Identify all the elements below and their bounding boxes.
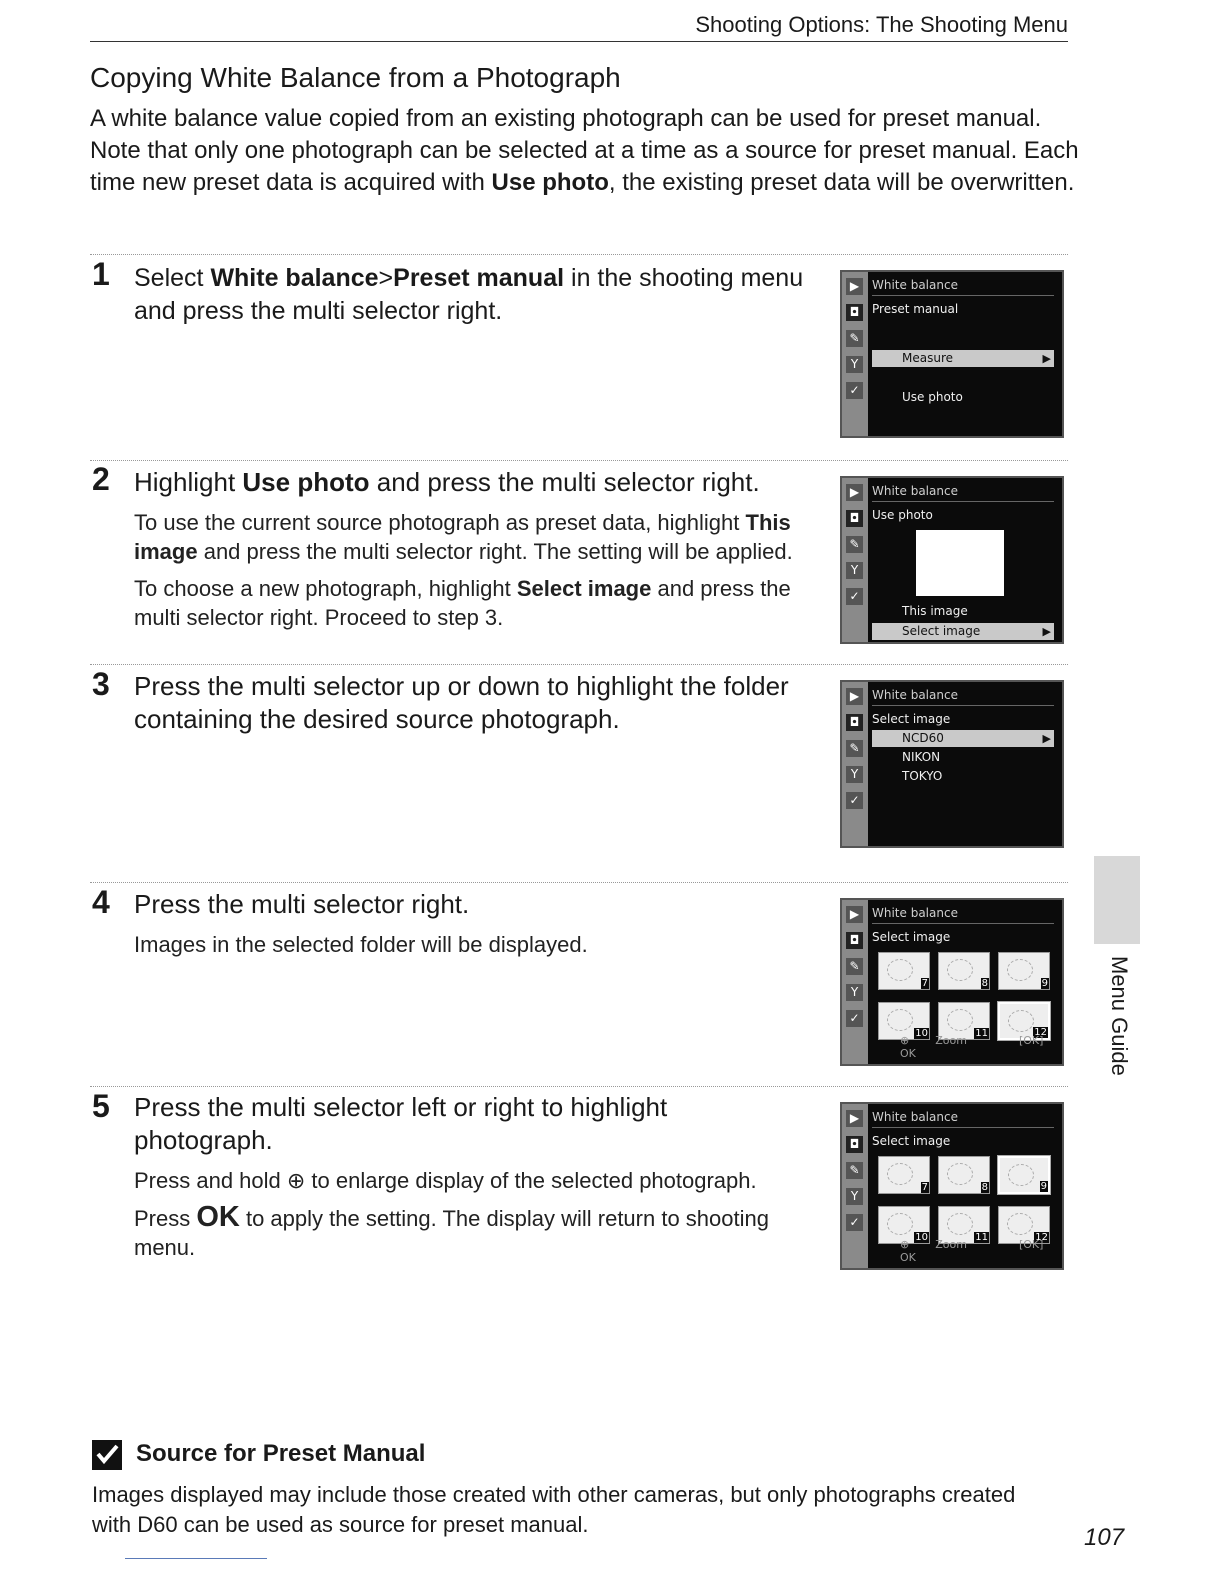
highlighted-folder (872, 730, 1054, 747)
thumbnail-sketch (947, 1009, 973, 1031)
thumbnail-number: 10 (915, 1232, 928, 1243)
step-5-para-1 (134, 1166, 814, 1195)
screen-rule (872, 705, 1054, 706)
recent-icon: ✓ (846, 1214, 863, 1231)
screen-subtitle: Select image (872, 930, 951, 944)
step-5-p1a: Press and hold (134, 1168, 287, 1193)
playback-icon: ▶ (846, 906, 863, 923)
intro-paragraph (90, 103, 1080, 199)
camera-icon: ◘ (846, 304, 863, 321)
thumbnail-number: 7 (921, 978, 928, 989)
divider (90, 254, 1068, 255)
menu-rail (842, 682, 868, 846)
hl-label: Measure (902, 351, 953, 365)
step-2-p1a: To use the current source photograph as preset data, highlight (134, 510, 746, 535)
note-body: Images displayed may include those created with other cameras, but only photographs created with D60 can be used as source for preset manual. (92, 1482, 1016, 1537)
thumbnail-number: 11 (975, 1028, 988, 1039)
menu-rail (842, 1104, 868, 1268)
thumbnail-sketch (1007, 1213, 1033, 1235)
step-1-text (134, 262, 814, 328)
ok-button-glyph: OK (196, 1201, 240, 1233)
camera-screen-4 (840, 898, 1064, 1066)
screen-subtitle: Preset manual (872, 302, 959, 316)
thumbnail-number: 12 (1034, 1027, 1047, 1038)
playback-icon: ▶ (846, 278, 863, 295)
screen-title: White balance (872, 1110, 958, 1124)
right-arrow-icon: ▶ (1042, 352, 1051, 365)
camera-screen-1 (840, 270, 1064, 438)
thumbnail-sketch (887, 1163, 913, 1185)
intro-text-2: , the existing preset data will be overwritten. (608, 169, 1075, 196)
retouch-icon: ✎ (846, 536, 863, 553)
zoom-hint (900, 1034, 993, 1047)
thumbnail-number: 9 (1040, 1181, 1047, 1192)
step-2-p1b: This image (134, 510, 791, 564)
retouch-icon: ✎ (846, 1162, 863, 1179)
highlighted-option (872, 350, 1054, 367)
step-1-number: 1 (92, 256, 110, 292)
thumbnail (938, 952, 990, 990)
source-image-preview (916, 530, 1004, 596)
setup-icon: Y (846, 356, 863, 373)
step-5-p2b: to apply the setting. The display will return to shooting menu. (134, 1206, 769, 1260)
thumbnail-number: 8 (981, 1182, 988, 1193)
step-3-number: 3 (92, 666, 110, 702)
step-2-t2: and press the multi selector right. (369, 467, 760, 497)
camera-icon: ◘ (846, 714, 863, 731)
ok-hint: [OK] OK (900, 1034, 1044, 1060)
camera-screen-2 (840, 476, 1064, 644)
screen-subtitle: Use photo (872, 508, 933, 522)
step-2-body (134, 508, 814, 640)
step-2-para-1 (134, 508, 814, 566)
retouch-icon: ✎ (846, 958, 863, 975)
menu-option: Use photo (902, 390, 963, 404)
highlighted-option (872, 623, 1054, 640)
screen-title: White balance (872, 906, 958, 920)
step-1-t1: Select (134, 264, 211, 292)
thumbnail (878, 1156, 930, 1194)
zoom-icon: ⊕ (900, 1238, 910, 1251)
setup-icon: Y (846, 562, 863, 579)
zoom-label: Zoom (935, 1034, 967, 1047)
screen-rule (872, 1127, 1054, 1128)
divider (90, 460, 1068, 461)
running-header: Shooting Options: The Shooting Menu (695, 12, 1068, 37)
screen-subtitle: Select image (872, 1134, 951, 1148)
ok-label: OK (900, 1251, 916, 1264)
menu-rail (842, 272, 868, 436)
right-arrow-icon: ▶ (1042, 625, 1051, 638)
thumbnail-sketch (947, 959, 973, 981)
step-2-p2c: and press the multi selector right. Proceed to step 3. (134, 576, 791, 630)
step-2-title (134, 466, 824, 499)
step-4-number: 4 (92, 884, 110, 920)
header-rule (90, 41, 1068, 42)
step-2-p2b: Select image (516, 576, 652, 601)
step-4-title: Press the multi selector right. (134, 889, 470, 919)
thumbnail-sketch (887, 1213, 913, 1235)
screen-title: White balance (872, 484, 958, 498)
thumbnail-sketch (1008, 1164, 1034, 1186)
step-2-para-2 (134, 574, 814, 632)
step-1-t2: > (378, 264, 394, 292)
step-2-t1: Highlight (134, 467, 243, 497)
menu-rail (842, 900, 868, 1064)
thumbnail-number: 10 (915, 1028, 928, 1039)
thumbnail (998, 952, 1050, 990)
recent-icon: ✓ (846, 1010, 863, 1027)
screen-subtitle: Select image (872, 712, 951, 726)
retouch-icon: ✎ (846, 330, 863, 347)
step-5-para-2 (134, 1203, 814, 1262)
intro-text-1: A white balance value copied from an existing photograph can be used for preset manual. Note that only one photograph can be selected at a time as a source for preset manual. Each time new preset data is acquired with (90, 105, 1079, 196)
zoom-icon: ⊕ (900, 1034, 910, 1047)
thumbnail-number: 9 (1041, 978, 1048, 989)
footer-rule (125, 1558, 267, 1559)
note-title: Source for Preset Manual (136, 1440, 426, 1467)
camera-screen-3 (840, 680, 1064, 848)
step-5-number: 5 (92, 1088, 110, 1124)
thumbnail (878, 952, 930, 990)
step-1-t3: in the shooting menu and press the multi selector right. (134, 264, 804, 325)
camera-icon: ◘ (846, 932, 863, 949)
setup-icon: Y (846, 766, 863, 783)
step-2-number: 2 (92, 461, 110, 497)
step-4-body: Images in the selected folder will be displayed. (134, 932, 588, 957)
thumbnail-number: 12 (1035, 1232, 1048, 1243)
recent-icon: ✓ (846, 382, 863, 399)
thumbnail-selected (998, 1156, 1050, 1194)
hl-label: Select image (902, 624, 981, 638)
thumbnail-sketch (947, 1163, 973, 1185)
zoom-hint (900, 1238, 993, 1251)
thumbnail-sketch (887, 1009, 913, 1031)
recent-icon: ✓ (846, 792, 863, 809)
step-5-title: Press the multi selector left or right to highlight photograph. (134, 1092, 668, 1155)
thumbnail-number: 7 (921, 1182, 928, 1193)
menu-option: This image (902, 604, 968, 618)
step-2-p1c: and press the multi selector right. The setting will be applied. (197, 539, 793, 564)
step-1-b2: Preset manual (393, 264, 565, 292)
thumbnail-number: 8 (981, 978, 988, 989)
page-number: 107 (1084, 1524, 1125, 1551)
screen-footer (900, 1238, 1062, 1264)
recent-icon: ✓ (846, 588, 863, 605)
thumbnail-sketch (1008, 1010, 1034, 1032)
section-tab-marker (1094, 856, 1140, 944)
step-5-body (134, 1166, 814, 1270)
playback-icon: ▶ (846, 1110, 863, 1127)
divider (90, 882, 1068, 883)
screen-title: White balance (872, 278, 958, 292)
thumbnail-sketch (947, 1213, 973, 1235)
screen-rule (872, 923, 1054, 924)
step-2-b1: Use photo (242, 467, 370, 497)
intro-bold: Use photo (491, 169, 609, 196)
hl-label: NCD60 (902, 731, 944, 745)
divider (90, 1086, 1068, 1087)
thumbnail-sketch (887, 959, 913, 981)
step-5-p2a: Press (134, 1206, 197, 1231)
step-2-p2a: To choose a new photograph, highlight (134, 576, 517, 601)
setup-icon: Y (846, 1188, 863, 1205)
step-1-b1: White balance (210, 264, 379, 292)
side-tab-label: Menu Guide (1107, 956, 1132, 1076)
thumbnail-number: 11 (975, 1232, 988, 1243)
screen-rule (872, 295, 1054, 296)
camera-screen-5 (840, 1102, 1064, 1270)
menu-rail (842, 478, 868, 642)
setup-icon: Y (846, 984, 863, 1001)
zoom-in-icon: ⊕ (286, 1168, 306, 1193)
divider (90, 664, 1068, 665)
screen-rule (872, 501, 1054, 502)
ok-hint: [OK] OK (900, 1238, 1044, 1264)
screen-footer (900, 1034, 1062, 1060)
retouch-icon: ✎ (846, 740, 863, 757)
screen-title: White balance (872, 688, 958, 702)
playback-icon: ▶ (846, 688, 863, 705)
step-3-title: Press the multi selector up or down to highlight the folder containing the desired source photograph. (134, 671, 789, 734)
thumbnail (938, 1156, 990, 1194)
zoom-label: Zoom (935, 1238, 967, 1251)
playback-icon: ▶ (846, 484, 863, 501)
step-5-p1b: to enlarge display of the selected photograph. (305, 1168, 757, 1193)
thumbnail-sketch (1007, 959, 1033, 981)
camera-icon: ◘ (846, 510, 863, 527)
caution-check-icon (92, 1440, 122, 1470)
camera-icon: ◘ (846, 1136, 863, 1153)
folder-option: NIKON (902, 750, 941, 764)
folder-option: TOKYO (902, 769, 943, 783)
section-title: Copying White Balance from a Photograph (90, 62, 621, 93)
ok-label: OK (900, 1047, 916, 1060)
right-arrow-icon: ▶ (1042, 732, 1051, 745)
